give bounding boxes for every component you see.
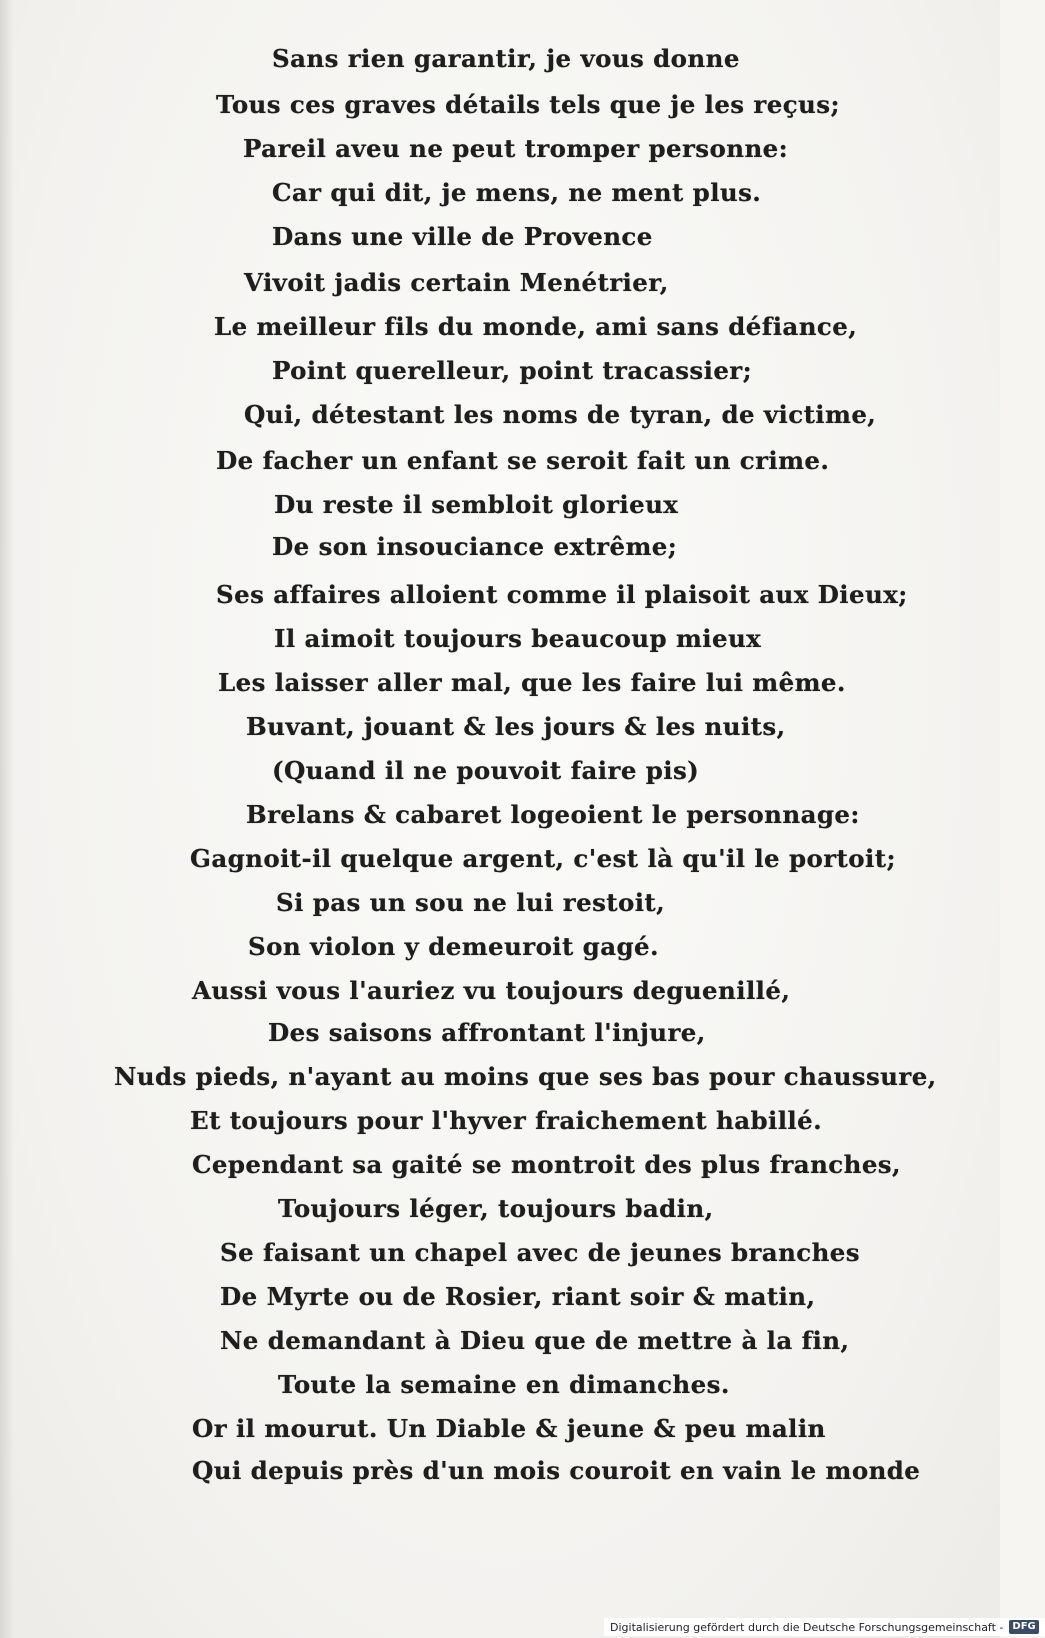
- verse-line: (Quand il ne pouvoit faire pis): [272, 756, 700, 785]
- verse-line: Nuds pieds, n'ayant au moins que ses bas pour chaussure,: [114, 1062, 937, 1091]
- verse-line: Car qui dit, je mens, ne ment plus.: [272, 178, 762, 207]
- verse-line: De son insouciance extrême;: [272, 532, 678, 561]
- verse-line: Brelans & cabaret logeoient le personnage:: [246, 800, 860, 829]
- verse-line: De Myrte ou de Rosier, riant soir & matin,: [220, 1282, 816, 1311]
- verse-line: Des saisons affrontant l'injure,: [268, 1018, 706, 1047]
- verse-line: Dans une ville de Provence: [272, 222, 653, 251]
- verse-line: Qui, détestant les noms de tyran, de victime,: [244, 400, 877, 429]
- verse-line: Son violon y demeuroit gagé.: [248, 932, 659, 961]
- verse-line: Buvant, jouant & les jours & les nuits,: [246, 712, 786, 741]
- verse-line: Or il mourut. Un Diable & jeune & peu malin: [192, 1414, 826, 1443]
- footer-credit-text: Digitalisierung gefördert durch die Deutsche Forschungsgemeinschaft -: [610, 1620, 1004, 1634]
- verse-line: Du reste il sembloit glorieux: [274, 490, 679, 519]
- verse-line: Sans rien garantir, je vous donne: [272, 44, 740, 73]
- verse-line: Point querelleur, point tracassier;: [272, 356, 753, 385]
- digitization-footer: [604, 1618, 1045, 1636]
- verse-line: Ses affaires alloient comme il plaisoit aux Dieux;: [216, 580, 908, 609]
- verse-line: Si pas un sou ne lui restoit,: [276, 888, 666, 917]
- verse-line: De facher un enfant se seroit fait un crime.: [216, 446, 830, 475]
- verse-line: Vivoit jadis certain Menétrier,: [244, 268, 669, 297]
- verse-line: Les laisser aller mal, que les faire lui même.: [218, 668, 846, 697]
- verse-line: Pareil aveu ne peut tromper personne:: [243, 134, 789, 163]
- verse-line: Se faisant un chapel avec de jeunes branches: [220, 1238, 860, 1267]
- verse-line: Il aimoit toujours beaucoup mieux: [274, 624, 762, 653]
- verse-line: Ne demandant à Dieu que de mettre à la fin,: [220, 1326, 850, 1355]
- verse-line: Aussi vous l'auriez vu toujours deguenillé,: [192, 976, 791, 1005]
- verse-line: Tous ces graves détails tels que je les reçus;: [216, 90, 840, 119]
- verse-line: Qui depuis près d'un mois couroit en vain le monde: [192, 1456, 921, 1485]
- dfg-logo: DFG: [1009, 1620, 1038, 1634]
- verse-line: Cependant sa gaité se montroit des plus franches,: [192, 1150, 901, 1179]
- verse-line: Toute la semaine en dimanches.: [278, 1370, 730, 1399]
- verse-line: Le meilleur fils du monde, ami sans défiance,: [214, 312, 858, 341]
- verse-line: Et toujours pour l'hyver fraichement habillé.: [190, 1106, 823, 1135]
- verse-line: Toujours léger, toujours badin,: [278, 1194, 714, 1223]
- verse-line: Gagnoit-il quelque argent, c'est là qu'il le portoit;: [190, 844, 896, 873]
